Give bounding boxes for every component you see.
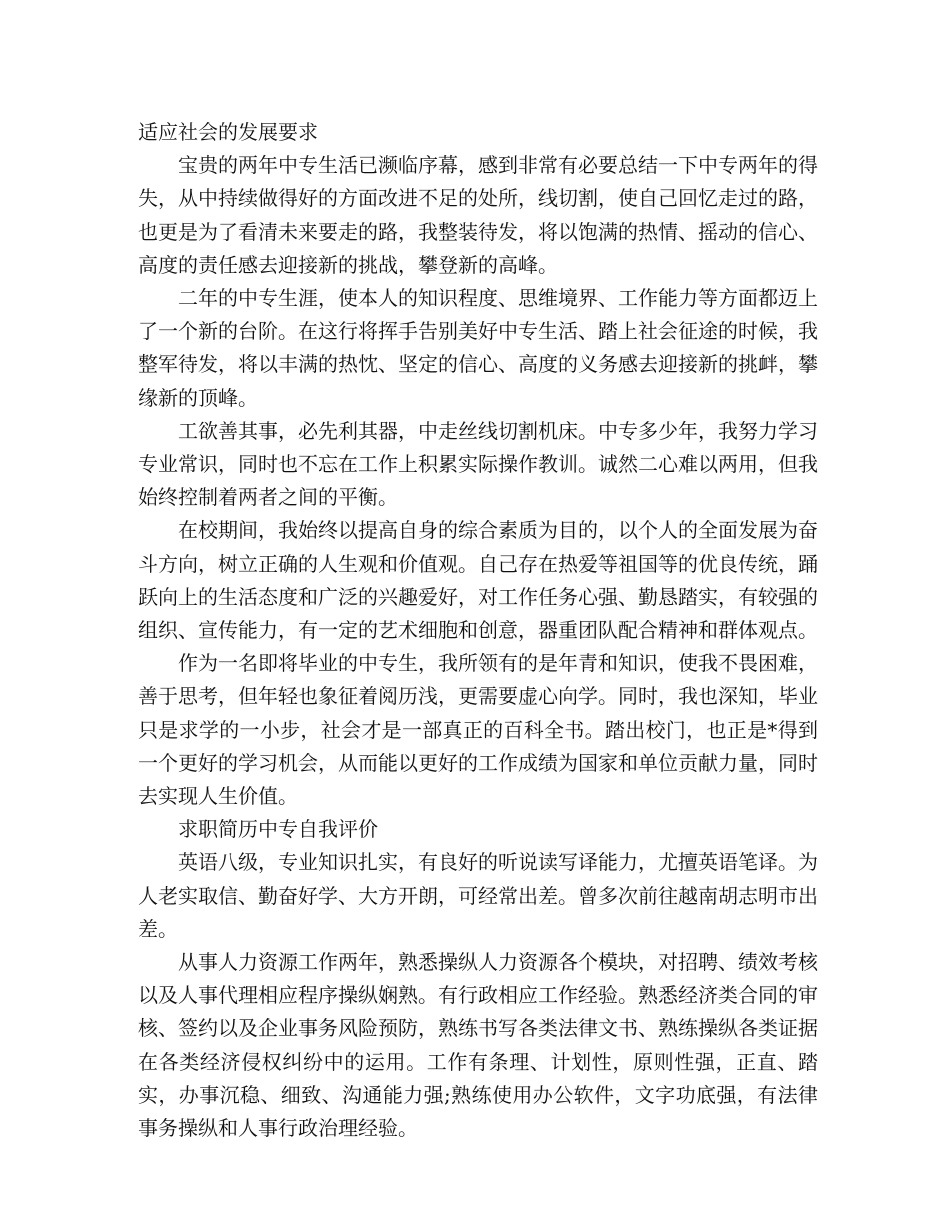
- paragraph-3: 工欲善其事，必先利其器，中走丝线切割机床。中专多少年，我努力学习专业常识，同时也不忘在工作上积累实际操作教训。诚然二心难以两用，但我始终控制着两者之间的平衡。: [138, 418, 818, 510]
- paragraph-1: 宝贵的两年中专生活已濒临序幕，感到非常有必要总结一下中专两年的得失，从中持续做得好的方面改进不足的处所，线切割，使自己回忆走过的路，也更是为了看清未来要走的路，我整装待发，将以饱满的热情、摇动的信心、高度的责任感去迎接新的挑战，攀登新的高峰。: [138, 153, 818, 277]
- paragraph-5: 作为一名即将毕业的中专生，我所领有的是年青和知识，使我不畏困难，善于思考，但年轻也象征着阅历浅，更需要虚心向学。同时，我也深知，毕业只是求学的一小步，社会才是一部真正的百科全书。踏出校门，也正是*得到一个更好的学习机会，从而能以更好的工作成绩为国家和单位贡献力量，同时去实现人生价值。: [138, 651, 818, 809]
- paragraph-4: 在校期间，我始终以提高自身的综合素质为目的，以个人的全面发展为奋斗方向，树立正确的人生观和价值观。自己存在热爱等祖国等的优良传统，踊跃向上的生活态度和广泛的兴趣爱好，对工作任务心强、勤恳踏实，有较强的组织、宣传能力，有一定的艺术细胞和创意，器重团队配合精神和群体观点。: [138, 518, 818, 643]
- paragraph-7: 从事人力资源工作两年，熟悉操纵人力资源各个模块，对招聘、绩效考核以及人事代理相应程序操纵娴熟。有行政相应工作经验。熟悉经济类合同的审核、签约以及企业事务风险预防，熟练书写各类法律文书、熟练操纵各类证据在各类经济侵权纠纷中的运用。工作有条理、计划性，原则性强，正直、踏实，办事沉稳、细致、沟通能力强;熟练使用办公软件，文字功底强，有法律事务操纵和人事行政治理经验。: [138, 950, 818, 1141]
- paragraph-2: 二年的中专生涯，使本人的知识程度、思维境界、工作能力等方面都迈上了一个新的台阶。在这行将挥手告别美好中专生活、踏上社会征途的时候，我整军待发，将以丰满的热忱、坚定的信心、高度的义务感去迎接新的挑衅，攀缘新的顶峰。: [138, 286, 818, 410]
- subheading-self-evaluation: 求职简历中专自我评价: [178, 817, 378, 842]
- section-heading: 适应社会的发展要求: [138, 120, 318, 144]
- document-body: [138, 116, 818, 1145]
- paragraph-6: 英语八级，专业知识扎实，有良好的听说读写译能力，尤擅英语笔译。为人老实取信、勤奋好学、大方开朗，可经常出差。曾多次前往越南胡志明市出差。: [138, 850, 818, 941]
